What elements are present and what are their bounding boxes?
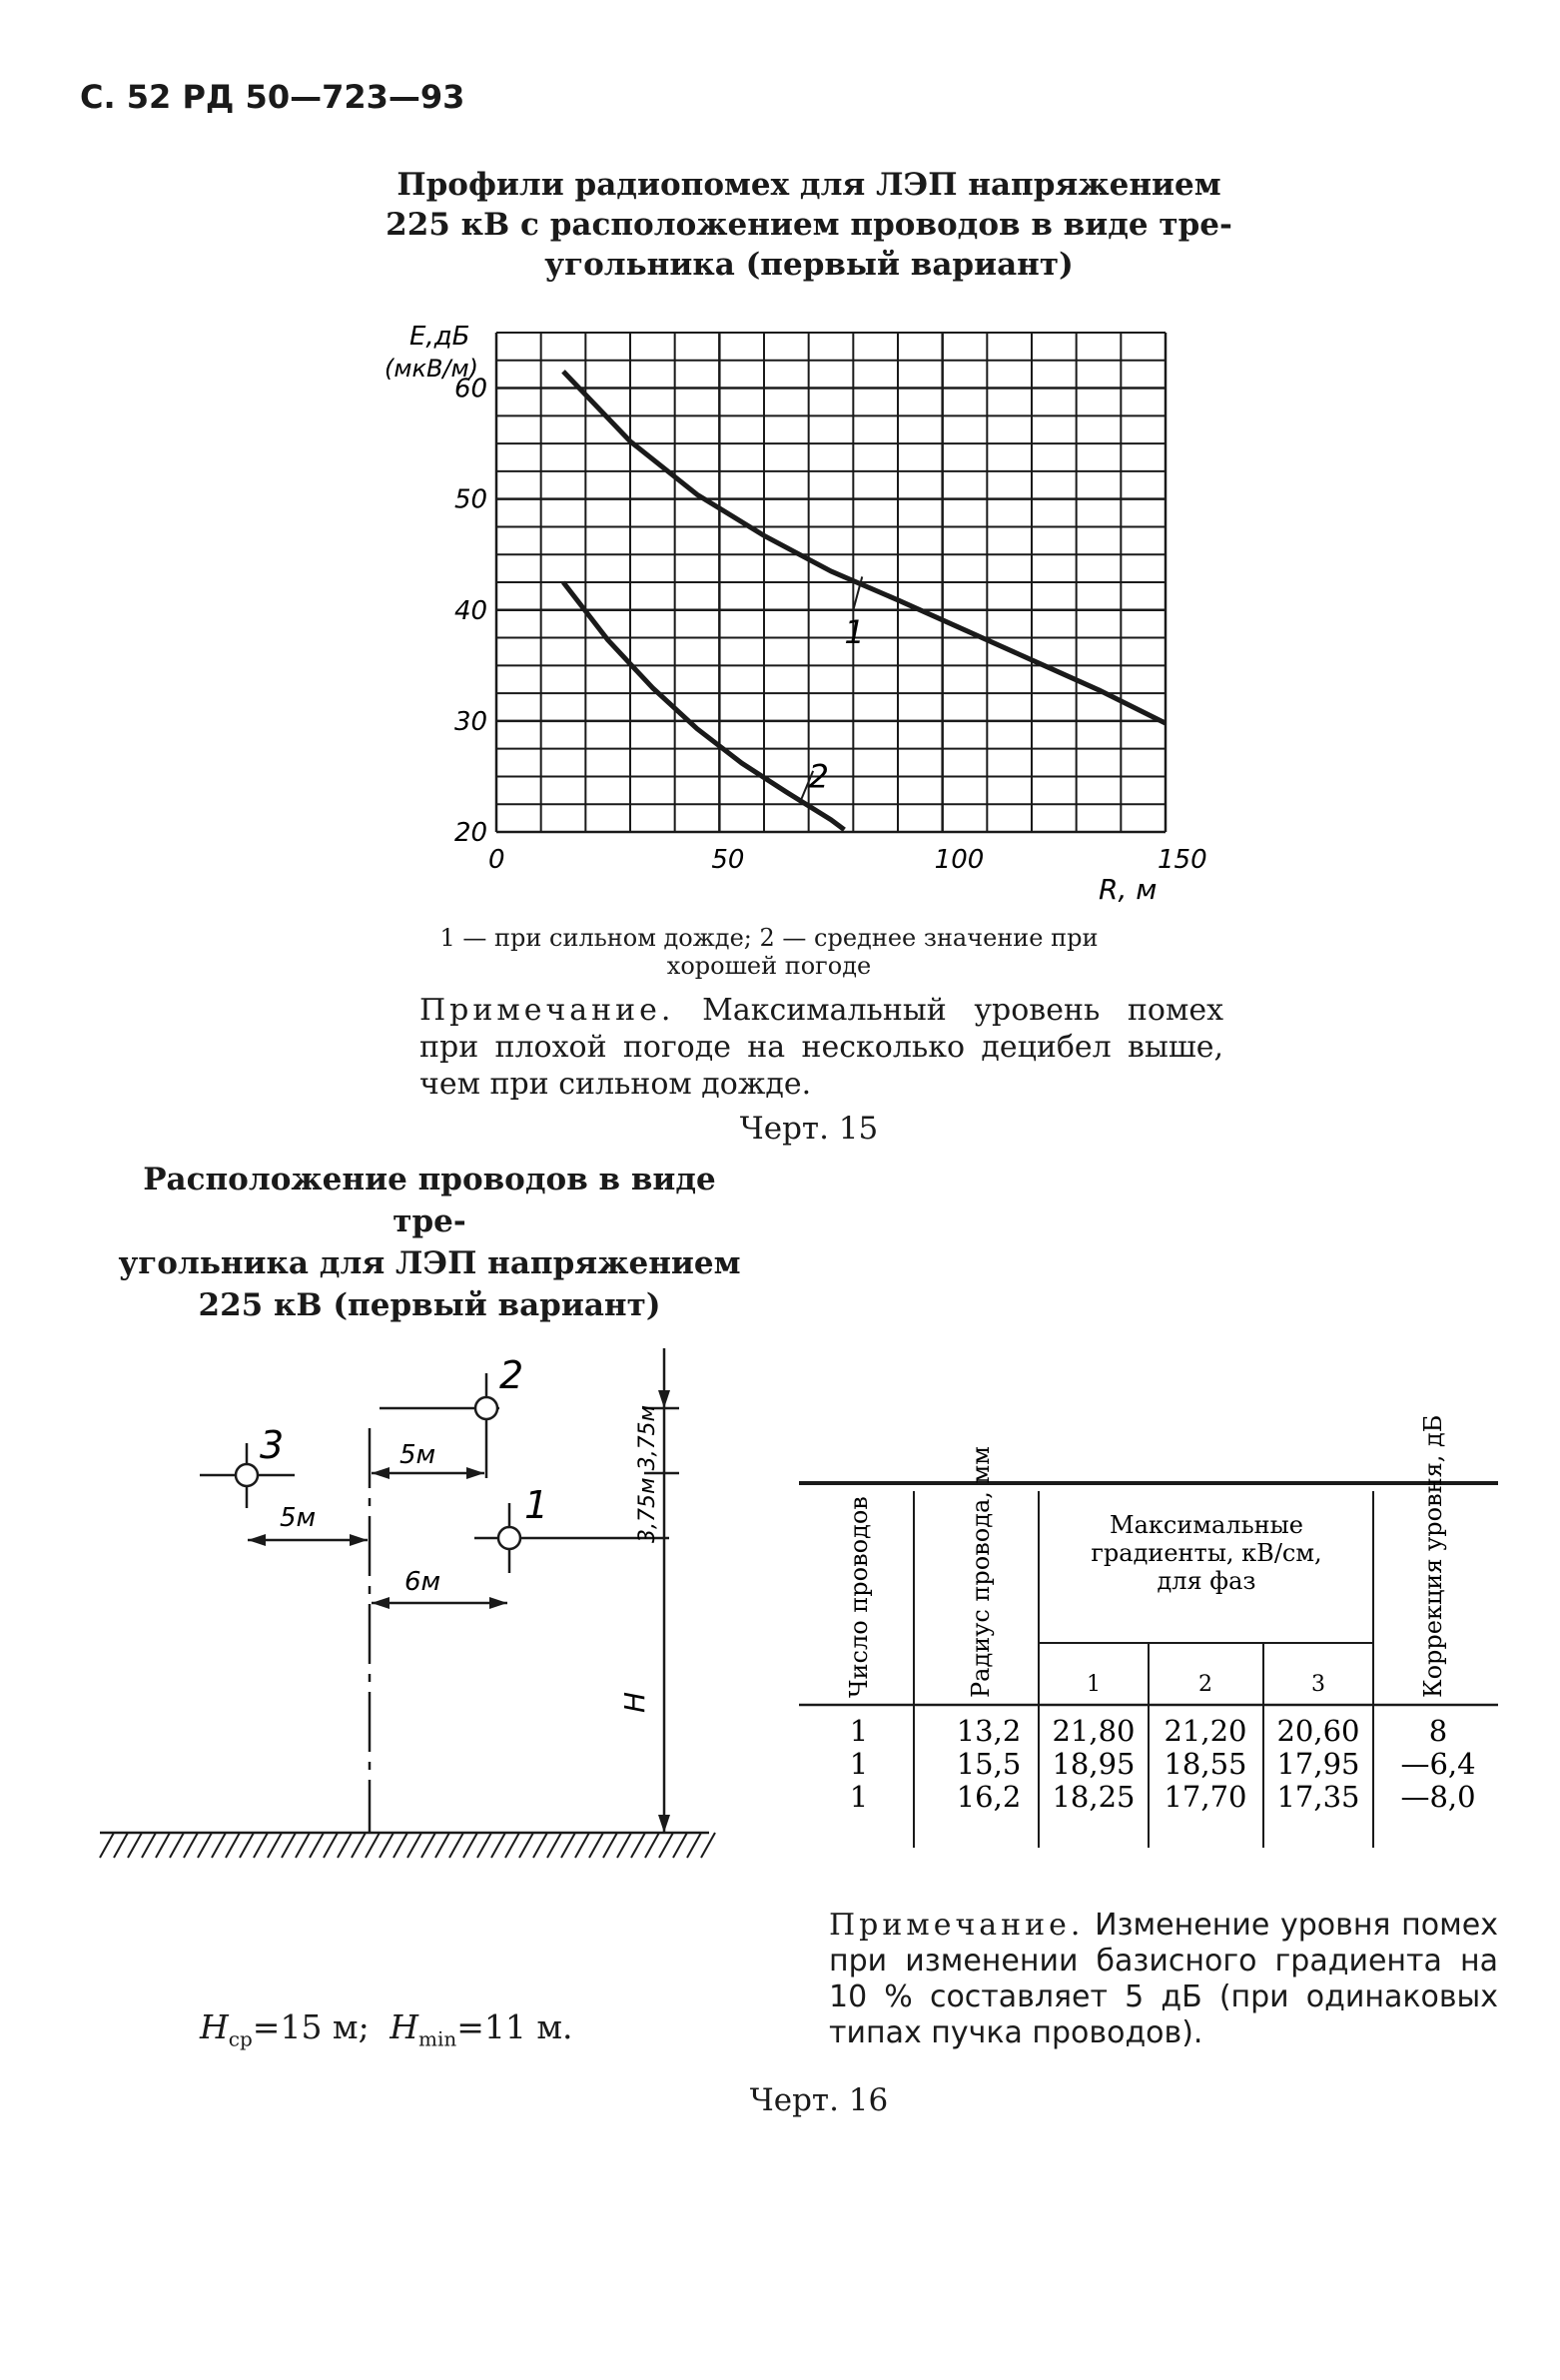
note-text: Максимальный уровень помех при плохой погоде на несколько децибел выше, чем при сильном дожде. [419,993,1223,1102]
table-cell: 15,5 [956,1747,1022,1781]
th-correction: Коррекция уровня, дБ [1419,1414,1447,1698]
table-cell: —6,4 [1400,1747,1476,1781]
series-line-1 [563,372,1166,723]
table-cell: 1 [849,1780,869,1814]
hatch-stroke [268,1833,282,1858]
table-cell: 21,80 [1052,1714,1136,1748]
hatch-stroke [393,1833,407,1858]
figure15-legend [330,924,1208,980]
table-cell: 17,70 [1164,1780,1247,1814]
table-cell: 21,20 [1164,1714,1247,1748]
series-label-2: 2 [808,757,830,796]
y-tick-label: 60 [454,374,488,404]
h-avg-value: =15 м; [252,2007,370,2046]
hatch-stroke [547,1833,561,1858]
figure15-chert: Черт. 15 [739,1111,879,1147]
hatch-stroke [128,1833,142,1858]
hatch-stroke [463,1833,477,1858]
wire2-marker [475,1397,497,1419]
h-min-subscript: min [418,2026,457,2051]
th-phase-2: 2 [1198,1672,1212,1697]
table-cell: 16,2 [956,1780,1022,1814]
dim-label-6m: 6м [404,1567,441,1597]
wire-label-3: 3 [260,1423,285,1467]
legend-line: хорошей погоде [666,952,872,980]
series-line-2 [563,582,844,830]
x-tick-label: 50 [711,845,745,875]
h-min-value: =11 м. [456,2007,573,2046]
table-cell: 18,55 [1164,1747,1247,1781]
table-cell: 18,95 [1052,1747,1136,1781]
table-cell: 1 [849,1747,869,1781]
figure16-title-line: Расположение проводов в виде тре- [143,1162,716,1239]
hatch-stroke [491,1833,505,1858]
dim-label-vertical: 3,75м 3,75м [635,1404,660,1543]
hatch-stroke [645,1833,659,1858]
height-caption [200,2007,573,2051]
table-cell: 8 [1428,1714,1448,1748]
hatch-stroke [170,1833,184,1858]
wire1-marker [498,1527,520,1549]
h-avg-symbol: H [200,2007,229,2046]
th-phase-3: 3 [1311,1672,1325,1697]
th-wires: Число проводов [845,1496,873,1698]
table-cell: 17,35 [1276,1780,1360,1814]
figure15-title-line: угольника (первый вариант) [544,247,1074,283]
y-axis-label-line2: (мкВ/м) [385,355,478,383]
hatch-stroke [366,1833,380,1858]
th-gradients-line1: Максимальные [1110,1511,1303,1539]
y-tick-label: 40 [454,595,488,626]
page-header: С. 52 РД 50—723—93 [80,78,465,116]
radio-noise-chart [380,305,1207,924]
figure15-title-line: Профили радиопомех для ЛЭП напряжением [396,167,1221,203]
x-tick-label: 100 [934,845,985,875]
hatch-stroke [519,1833,533,1858]
table-cell: 1 [849,1714,869,1748]
hatch-stroke [533,1833,547,1858]
figure16-title [110,1159,749,1326]
x-tick-label: 150 [1158,845,1207,875]
legend-line: 1 — при сильном дожде; 2 — среднее значение при [439,924,1099,952]
figure15-title [360,165,1258,285]
y-tick-label: 20 [454,818,488,848]
figure15-title-line: 225 кВ с расположением проводов в виде тре- [386,207,1232,243]
hatch-stroke [324,1833,338,1858]
hatch-stroke [198,1833,212,1858]
hatch-stroke [687,1833,701,1858]
note-label: Примечание. [419,993,675,1028]
dim-label-h: H [618,1691,651,1713]
figure16-title-line: угольника для ЛЭП напряжением [118,1245,741,1281]
figure16-chert: Черт. 16 [749,2082,889,2118]
hatch-stroke [701,1833,715,1858]
table-cell: 20,60 [1276,1714,1360,1748]
hatch-stroke [184,1833,198,1858]
ground-hatching [100,1833,715,1858]
dimension-arrows [248,1390,670,1833]
hatch-stroke [603,1833,617,1858]
hatch-stroke [589,1833,603,1858]
hatch-stroke [156,1833,170,1858]
chart-curves [563,372,1166,830]
hatch-stroke [421,1833,435,1858]
hatch-stroke [407,1833,421,1858]
hatch-stroke [380,1833,393,1858]
hatch-stroke [296,1833,310,1858]
chart-tick-labels [454,375,1207,875]
y-axis-label-line1: E,дБ [409,322,470,352]
hatch-stroke [310,1833,324,1858]
conductor-layout-diagram [100,1328,739,1908]
th-phase-1: 1 [1087,1672,1101,1697]
hatch-stroke [575,1833,589,1858]
table-cell: —8,0 [1400,1780,1476,1814]
note-text: Изменение уровня помех при изменении базисного градиента на 10 % составляет 5 дБ (при одинаковых типах пучка проводов). [829,1908,1498,2050]
wire-label-2: 2 [499,1353,524,1397]
th-gradients-line3: для фаз [1157,1567,1256,1595]
table-cell: 13,2 [956,1714,1022,1748]
y-tick-label: 30 [454,706,488,737]
hatch-stroke [100,1833,114,1858]
x-tick-label: 0 [488,845,505,875]
table-cell: 18,25 [1052,1780,1136,1814]
hatch-stroke [338,1833,352,1858]
table-cell: 17,95 [1276,1747,1360,1781]
hatch-stroke [282,1833,296,1858]
hatch-stroke [477,1833,491,1858]
x-axis-label: R, м [1099,873,1158,906]
hatch-stroke [240,1833,254,1858]
figure16-note [829,1908,1498,2051]
dim-label-5m-upper: 5м [399,1440,436,1470]
hatch-stroke [505,1833,519,1858]
series-label-1: 1 [844,613,865,652]
hatch-stroke [226,1833,240,1858]
wire-label-1: 1 [524,1483,549,1527]
hatch-stroke [114,1833,128,1858]
hatch-stroke [212,1833,226,1858]
hatch-stroke [617,1833,631,1858]
table-body [850,1714,1476,1814]
hatch-stroke [142,1833,156,1858]
hatch-stroke [449,1833,463,1858]
y-tick-label: 50 [454,484,488,515]
wire3-marker [236,1464,258,1486]
note-label: Примечание. [829,1908,1085,1943]
h-avg-subscript: ср [228,2026,253,2051]
figure15-note [419,992,1223,1103]
th-radius: Радиус провода, мм [967,1446,995,1698]
dim-label-5m-lower: 5м [280,1503,317,1533]
hatch-stroke [659,1833,673,1858]
th-gradients-line2: градиенты, кВ/см, [1091,1539,1322,1567]
hatch-stroke [631,1833,645,1858]
hatch-stroke [673,1833,687,1858]
hatch-stroke [435,1833,449,1858]
hatch-stroke [352,1833,366,1858]
figure16-title-line: 225 кВ (первый вариант) [198,1287,661,1323]
h-min-symbol: H [390,2007,418,2046]
hatch-stroke [254,1833,268,1858]
hatch-stroke [561,1833,575,1858]
gradients-table [799,1414,1498,1873]
